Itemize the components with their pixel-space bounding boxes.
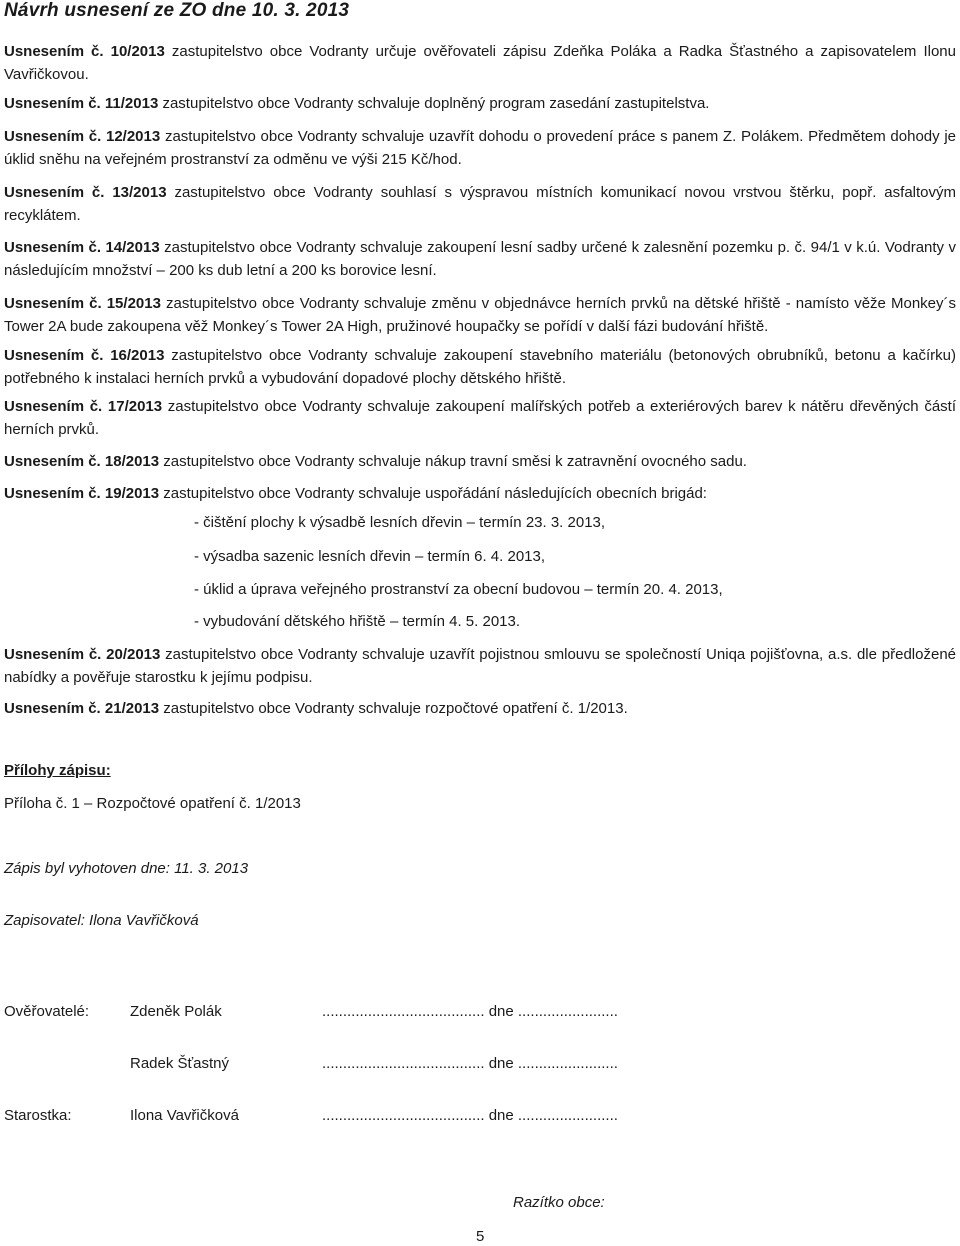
resolution-number: 21/2013	[104, 700, 160, 717]
resolution-17	[4, 395, 956, 441]
signature-role: Starostka:	[4, 1107, 72, 1124]
resolution-text: zastupitelstvo obce Vodranty schvaluje uspořádání následujících obecních brigád:	[163, 485, 707, 502]
resolution-label: Usnesením č.	[4, 184, 105, 201]
resolution-label: Usnesením č.	[4, 43, 104, 60]
brigade-item: - výsadba sazenic lesních dřevin – termín 6. 4. 2013,	[194, 548, 546, 565]
resolution-20	[4, 643, 956, 689]
resolution-label: Usnesením č.	[4, 453, 101, 470]
resolution-label: Usnesením č.	[4, 239, 101, 256]
resolution-text: zastupitelstvo obce Vodranty schvaluje doplněný program zasedání zastupitelstva.	[162, 95, 710, 112]
resolution-text: zastupitelstvo obce Vodranty schvaluje zakoupení malířských potřeb a exteriérových barev k nátěru dřevěných částí herních prvků.	[4, 398, 956, 438]
resolution-label: Usnesením č.	[4, 295, 102, 312]
resolution-label: Usnesením č.	[4, 700, 101, 717]
document-title: Návrh usnesení ze ZO dne 10. 3. 2013	[4, 0, 350, 21]
resolution-text: zastupitelstvo obce Vodranty schvaluje uzavřít dohodu o provedení práce s panem Z. Polákem. Předmětem dohody je úklid sněhu na veřejném prostranství za odměnu ve výši 215 Kč/hod.	[4, 128, 957, 168]
resolution-number: 17/2013	[107, 398, 163, 415]
resolution-text: zastupitelstvo obce Vodranty schvaluje zakoupení stavebního materiálu (betonových obrubníků, betonu a kačírku) potřebného k instalaci herních prvků a vybudování dopadové plochy dětského hřiště.	[4, 347, 956, 387]
resolution-11	[4, 92, 956, 115]
signature-line: ....................................... dne ........................	[322, 1107, 618, 1124]
resolution-15	[4, 292, 956, 338]
resolution-number: 12/2013	[105, 128, 161, 145]
attachments-heading: Přílohy zápisu:	[4, 762, 111, 779]
resolution-16	[4, 344, 956, 390]
resolution-19	[4, 482, 956, 505]
resolution-text: zastupitelstvo obce Vodranty schvaluje změnu v objednávce herních prvků na dětské hřiště - namísto věže Monkey´s Tower 2A bude zakoupena věž Monkey´s Tower 2A High, pružinové houpačky se pořídí v další fázi budování hřiště.	[4, 295, 956, 335]
recorder: Zapisovatel: Ilona Vavřičková	[4, 912, 199, 929]
page-number: 5	[476, 1228, 485, 1245]
signature-line: ....................................... dne ........................	[322, 1003, 618, 1020]
prepared-date: Zápis byl vyhotoven dne: 11. 3. 2013	[4, 860, 249, 877]
resolution-21	[4, 697, 956, 720]
resolution-text: zastupitelstvo obce Vodranty schvaluje nákup travní směsi k zatravnění ovocného sadu.	[163, 453, 747, 470]
resolution-label: Usnesením č.	[4, 95, 101, 112]
resolution-18	[4, 450, 956, 473]
resolution-number: 10/2013	[110, 43, 165, 60]
resolution-number: 11/2013	[104, 95, 159, 112]
brigade-item: - vybudování dětského hřiště – termín 4. 5. 2013.	[194, 613, 521, 630]
resolution-label: Usnesením č.	[4, 646, 102, 663]
signature-name: Ilona Vavřičková	[130, 1107, 239, 1124]
signature-name: Radek Šťastný	[130, 1055, 230, 1072]
brigade-item: - čištění plochy k výsadbě lesních dřevin – termín 23. 3. 2013,	[194, 514, 606, 531]
resolution-number: 20/2013	[106, 646, 161, 663]
resolution-12	[4, 125, 956, 171]
resolution-number: 16/2013	[110, 347, 165, 364]
resolution-number: 13/2013	[112, 184, 167, 201]
stamp-label: Razítko obce:	[513, 1194, 605, 1211]
resolution-number: 14/2013	[105, 239, 160, 256]
resolution-number: 18/2013	[104, 453, 160, 470]
resolution-text: zastupitelstvo obce Vodranty schvaluje rozpočtové opatření č. 1/2013.	[163, 700, 628, 717]
resolution-text: zastupitelstvo obce Vodranty určuje ověřovateli zápisu Zdeňka Poláka a Radka Šťastného a zapisovatelem Ilonu Vavřičkovou.	[4, 43, 956, 83]
resolution-14	[4, 236, 956, 282]
resolution-10	[4, 40, 956, 86]
resolution-13	[4, 181, 956, 227]
brigade-item: - úklid a úprava veřejného prostranství za obecní budovou – termín 20. 4. 2013,	[194, 581, 723, 598]
resolution-label: Usnesením č.	[4, 347, 104, 364]
resolution-text: zastupitelstvo obce Vodranty schvaluje uzavřít pojistnou smlouvu se společností Uniqa pojišťovna, a.s. dle předložené nabídky a pověřuje starostku k jejímu podpisu.	[4, 646, 956, 686]
resolution-number: 19/2013	[104, 485, 160, 502]
resolution-text: zastupitelstvo obce Vodranty souhlasí s výspravou místních komunikací novou vrstvou štěrku, popř. asfaltovým recyklátem.	[4, 184, 957, 224]
signature-role: Ověřovatelé:	[4, 1003, 90, 1020]
resolution-text: zastupitelstvo obce Vodranty schvaluje zakoupení lesní sadby určené k zalesnění pozemku p. č. 94/1 v k.ú. Vodranty v následujícím množství – 200 ks dub letní a 200 ks borovice lesní.	[4, 239, 956, 279]
resolution-label: Usnesením č.	[4, 485, 101, 502]
resolution-label: Usnesením č.	[4, 128, 102, 145]
signature-name: Zdeněk Polák	[130, 1003, 222, 1020]
resolution-label: Usnesením č.	[4, 398, 103, 415]
resolution-number: 15/2013	[106, 295, 161, 312]
signature-line: ....................................... dne ........................	[322, 1055, 618, 1072]
attachment-item: Příloha č. 1 – Rozpočtové opatření č. 1/2013	[4, 795, 301, 812]
